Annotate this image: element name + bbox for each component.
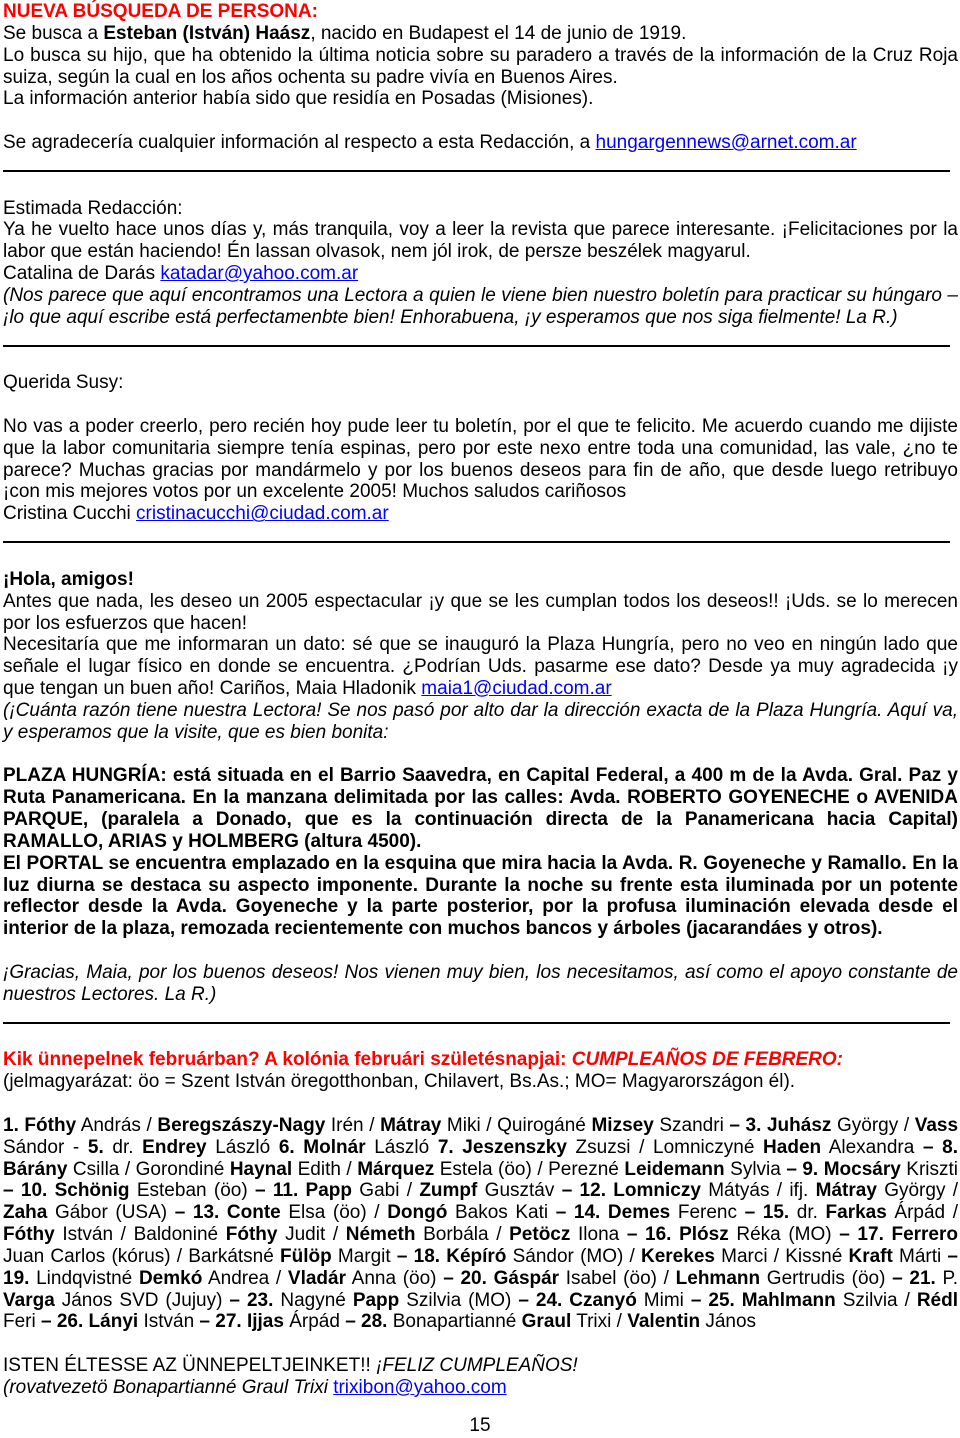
bold-text: 5.	[87, 1136, 104, 1158]
text-run: István / Baldoniné	[54, 1224, 226, 1246]
bold-text: – 24. Czanyó	[518, 1289, 637, 1311]
bold-text: Mátray	[380, 1114, 442, 1136]
editor-reply-intro: (¡Cuánta razón tiene nuestra Lectora! Se nos pasó por alto dar la dirección exacta de la Plaza Hungría. Aquí va, y esperamos que la visite, que es bien bonita:	[3, 699, 958, 743]
email-link[interactable]: cristinacucchi@ciudad.com.ar	[136, 503, 389, 525]
text-run: György /	[831, 1114, 915, 1136]
spacer	[3, 176, 958, 198]
bold-text: – 11. Papp	[254, 1180, 352, 1202]
text-run: Esteban (öo)	[129, 1180, 255, 1202]
spacer	[3, 547, 958, 569]
bold-text: Mizsey	[591, 1114, 654, 1136]
bold-text: 6. Molnár	[278, 1136, 366, 1158]
text-run: Zsuzsi / Lomniczyné	[566, 1136, 764, 1158]
text-run: Isabel (öo) /	[559, 1267, 676, 1289]
text-run: Márti	[892, 1245, 948, 1267]
text-run: Kriszti	[900, 1158, 959, 1180]
text-run: Catalina de Darás	[3, 263, 161, 285]
search-heading: NUEVA BÚSQUEDA DE PERSONA:	[3, 1, 318, 22]
letter-maia	[3, 569, 958, 1006]
text-run: , nacido en Budapest el 14 de junio de 1919.	[310, 22, 687, 44]
spacer	[3, 1093, 958, 1115]
bold-text: Valentin	[627, 1311, 701, 1333]
text-run: Cristina Cucchi	[3, 503, 137, 525]
plaza-portal: El PORTAL se encuentra emplazado en la esquina que mira hacia la Avda. R. Goyeneche y Ramallo. En la luz diurna se destaca su aspecto imponente. Durante la noche su frente esta iluminada por un potente reflector desde la Avda. Goyeneche y la parte posterior, por la profusa iluminación elevada desde el interior de la plaza, remozada recientemente con muchos bancos y árboles (jacarandáes y otros).	[3, 852, 958, 940]
birthdays-section	[3, 1049, 958, 1398]
text-run: János SVD (Jujuy)	[54, 1289, 230, 1311]
text-run: László	[206, 1136, 279, 1158]
bold-text: Zaha	[3, 1202, 48, 1224]
email-link[interactable]: hungargennews@arnet.com.ar	[595, 132, 857, 154]
text-run: György /	[876, 1180, 959, 1202]
bold-text: – 15.	[744, 1202, 790, 1224]
bold-text: – 14. Demes	[555, 1202, 671, 1224]
text-run: Gusztáv	[477, 1180, 562, 1202]
bold-text: 7. Jeszenszky	[437, 1136, 567, 1158]
bold-text: – 3. Juhász	[729, 1114, 832, 1136]
text-run: Szilvia (MO)	[399, 1289, 519, 1311]
text-run: Andrea /	[202, 1267, 288, 1289]
bold-text: – 25. Mahlmann	[690, 1289, 836, 1311]
spacer	[3, 394, 958, 416]
bold-text: Fóthy	[3, 1224, 55, 1246]
text-run: Bonapartianné	[387, 1311, 522, 1333]
text-run: Marci / Kissné	[714, 1245, 849, 1267]
section-divider	[3, 329, 958, 351]
email-link[interactable]: maia1@ciudad.com.ar	[421, 678, 612, 700]
bold-text: – 10. Schönig	[3, 1180, 130, 1202]
bold-text: Fülöp	[280, 1245, 332, 1267]
text-run: Edith /	[292, 1158, 358, 1180]
email-link[interactable]: trixibon@yahoo.com	[333, 1376, 507, 1398]
text-run: dr.	[103, 1136, 143, 1158]
bold-text: – 8. Bárány	[3, 1136, 958, 1180]
text-run: Sándor -	[3, 1136, 88, 1158]
person-search-section	[3, 1, 958, 154]
letter-signature	[3, 503, 958, 525]
text-run: Bakos Kati	[447, 1202, 556, 1224]
text-run: Margit	[331, 1245, 397, 1267]
bold-text: – 18. Képíró	[396, 1245, 507, 1267]
bold-text: – 26. Lányi	[41, 1311, 139, 1333]
text-run: Mátyás / ifj.	[700, 1180, 816, 1202]
text-run: Szandri	[653, 1114, 730, 1136]
bold-text: – 13. Conte	[174, 1202, 281, 1224]
text-run: Anna (öo)	[346, 1267, 444, 1289]
birthdays-heading	[3, 1049, 958, 1071]
text-run: Réka (MO)	[728, 1224, 840, 1246]
bold-text: Endrey	[142, 1136, 207, 1158]
spacer	[3, 1027, 958, 1049]
plaza-location: PLAZA HUNGRÍA: está situada en el Barrio Saavedra, en Capital Federal, a 400 m de la Avda. Gral. Paz y Ruta Panamericana. En la manzana delimitada por las calles: Avda. ROBERTO GOYENECHE o AVENIDA PARQUE, (paralela a Donado, que es la continuación directa de la Panamericana hacia Capital) RAMALLO, ARIAS y HOLMBERG (altura 4500).	[3, 765, 958, 852]
birthdays-editor	[3, 1377, 958, 1399]
bold-text: Márquez	[357, 1158, 435, 1180]
bold-text: Beregszászy-Nagy	[157, 1114, 326, 1136]
text-run: Lindqvistné	[29, 1267, 139, 1289]
email-link[interactable]: katadar@yahoo.com.ar	[160, 263, 359, 285]
spacer	[3, 744, 958, 766]
italic-text: (rovatvezetö Bonapartianné Graul Trixi	[3, 1376, 334, 1398]
text-run: Trixi /	[571, 1311, 628, 1333]
text-run: Feri	[3, 1311, 41, 1333]
text-run: Juan Carlos (kórus) / Barkátsné	[3, 1245, 280, 1267]
text-run: Nagyné	[273, 1289, 353, 1311]
bold-text: Németh	[345, 1224, 416, 1246]
text-run: Gábor (USA)	[47, 1202, 175, 1224]
text-run: Gertrudis (öo)	[760, 1267, 893, 1289]
bold-text: – 23.	[229, 1289, 274, 1311]
bold-text: Kerekes	[641, 1245, 715, 1267]
bold-text: Leidemann	[624, 1158, 725, 1180]
text-run: Se agradecería cualquier información al respecto a esta Redacción, a	[3, 132, 596, 154]
letter-greeting: ¡Hola, amigos!	[3, 568, 134, 590]
text-run: Ilona	[570, 1224, 627, 1246]
text-run: János	[700, 1311, 757, 1333]
bold-text: Farkas	[825, 1202, 887, 1224]
bold-text: Vladár	[287, 1267, 346, 1289]
text-run: Judit /	[277, 1224, 346, 1246]
bold-text: – 21.	[892, 1267, 936, 1289]
letter-body: No vas a poder creerlo, pero recién hoy pude leer tu boletín, por el que te felicito. Me acuerdo cuando me dijiste que la labor comunitaria siempre tenía espinas, pero por este nexo entre toda una comunidad, las vale, ¿no te parece? Muchas gracias por mandármelo y por los buenos deseos para fin de año, que desde luego retribuyo ¡con mis mejores votos por un excelente 2005! Muchos saludos cariñosos	[3, 415, 958, 503]
bold-text: – 19.	[3, 1245, 958, 1289]
italic-text: ¡FELIZ CUMPLEAÑOS!	[376, 1355, 578, 1377]
bold-text: Dongó	[387, 1202, 448, 1224]
text-run: Mimi	[636, 1289, 691, 1311]
bold-text: Kraft	[848, 1245, 893, 1267]
bold-text: CUMPLEAÑOS DE FEBRERO:	[571, 1049, 844, 1071]
text-run: András /	[76, 1114, 158, 1136]
text-run: Gabi /	[351, 1180, 420, 1202]
birthdays-legend: (jelmagyarázat: öo = Szent István öregotthonban, Chilavert, Bs.As.; MO= Magyarországon él).	[3, 1071, 796, 1093]
letter-wishes: Antes que nada, les deseo un 2005 espectacular ¡y que se les cumplan todos los deseos!! ¡Uds. se lo merecen por los esfuerzos que hacen!	[3, 590, 958, 634]
bold-text: – 20. Gáspár	[443, 1267, 560, 1289]
letter-signature	[3, 263, 958, 285]
search-intro	[3, 23, 958, 45]
text-run: Irén /	[325, 1114, 381, 1136]
spacer	[3, 110, 958, 132]
text-run: László	[365, 1136, 438, 1158]
bold-text: Vass	[914, 1114, 959, 1136]
text-run: Necesitaría que me informaran un dato: sé que se inauguró la Plaza Hungría, pero no veo en ningún lado que señale el lugar físico en donde se encuentra. ¿Podrían Uds. pasarme ese dato? Desde ya muy agradecida ¡y que tengan un buen año! Cariños, Maia Hladonik	[3, 634, 958, 700]
bold-text: Mátray	[815, 1180, 877, 1202]
letter-request	[3, 634, 958, 700]
spacer	[3, 940, 958, 962]
editor-reply: (Nos parece que aquí encontramos una Lectora a quien le viene bien nuestro boletín para practicar su húngaro – ¡lo que aquí escribe está perfectamenbte bien! Enhorabuena, ¡y esperamos que nos siga fielmente! La R.)	[3, 284, 958, 328]
search-details: Lo busca su hijo, que ha obtenido la última noticia sobre su paradero a través de la información de la Cruz Roja suiza, según la cual en los años ochenta su padre vivía en Buenos Aires.	[3, 44, 958, 88]
bold-text: Kik ünnepelnek februárban? A kolónia februári születésnapjai:	[3, 1049, 572, 1071]
text-run: Sylvia	[724, 1158, 787, 1180]
bold-text: Papp	[352, 1289, 400, 1311]
text-run: Se busca a	[3, 22, 104, 44]
bold-text: Petöcz	[509, 1224, 571, 1246]
bold-text: – 9. Mocsáry	[786, 1158, 901, 1180]
bold-text: Esteban (István) Haász	[103, 22, 311, 44]
bold-text: Demkó	[138, 1267, 203, 1289]
bold-text: – 27. Ijjas	[199, 1311, 284, 1333]
bold-text: Fóthy	[225, 1224, 278, 1246]
bold-text: 1. Fóthy	[3, 1114, 77, 1136]
text-run: Alexandra	[821, 1136, 923, 1158]
text-run: Sándor (MO) /	[506, 1245, 641, 1267]
bold-text: Varga	[3, 1289, 55, 1311]
bold-text: Zumpf	[419, 1180, 478, 1202]
letter-greeting: Estimada Redacción:	[3, 197, 183, 219]
text-run: Árpád	[283, 1311, 346, 1333]
letter-greeting: Querida Susy:	[3, 372, 124, 394]
bold-text: – 17. Ferrero	[839, 1224, 959, 1246]
text-run: dr.	[789, 1202, 826, 1224]
letter-body: Ya he vuelto hace unos días y, más tranquila, voy a leer la revista que parece interesante. ¡Felicitaciones por la labor que están haciendo! Én lassan olvasok, nem jól irok, de persze beszélek magyarul.	[3, 219, 958, 263]
bold-text: – 16. Plósz	[626, 1224, 729, 1246]
text-run: P.	[935, 1267, 958, 1289]
text-run: István	[138, 1311, 200, 1333]
letter-catalina	[3, 198, 958, 329]
bold-text: Graul	[521, 1311, 572, 1333]
bold-text: Haden	[763, 1136, 822, 1158]
birthdays-list	[3, 1115, 958, 1333]
text-run: Elsa (öo) /	[280, 1202, 388, 1224]
section-divider	[3, 1006, 958, 1028]
text-run: Miki / Quirogáné	[441, 1114, 592, 1136]
bold-text: Rédl	[916, 1289, 959, 1311]
text-run: Estela (öo) / Perezné	[434, 1158, 625, 1180]
search-contact	[3, 132, 958, 154]
page-number: 15	[469, 1415, 491, 1436]
bold-text: – 12. Lomniczy	[561, 1180, 701, 1202]
section-divider	[3, 154, 958, 176]
bold-text: Haynal	[229, 1158, 293, 1180]
text-run: Ferenc	[670, 1202, 745, 1224]
text-run: Csilla / Gorondiné	[67, 1158, 230, 1180]
text-run: Borbála /	[415, 1224, 510, 1246]
text-run: Árpád /	[886, 1202, 958, 1224]
text-run: Szilvia /	[835, 1289, 917, 1311]
spacer	[3, 1333, 958, 1355]
birthdays-greeting	[3, 1355, 958, 1377]
letter-cristina	[3, 372, 958, 525]
section-divider	[3, 525, 958, 547]
bold-text: – 28.	[345, 1311, 388, 1333]
text-run: ISTEN ÉLTESSE AZ ÜNNEPELTJEINKET!!	[3, 1355, 377, 1377]
spacer	[3, 350, 958, 372]
newsletter-page	[3, 1, 958, 1399]
bold-text: Lehmann	[675, 1267, 761, 1289]
search-previous-info: La información anterior había sido que residía en Posadas (Misiones).	[3, 88, 594, 110]
editor-reply-closing: ¡Gracias, Maia, por los buenos deseos! Nos vienen muy bien, los necesitamos, así como el apoyo constante de nuestros Lectores. La R.)	[3, 961, 958, 1005]
